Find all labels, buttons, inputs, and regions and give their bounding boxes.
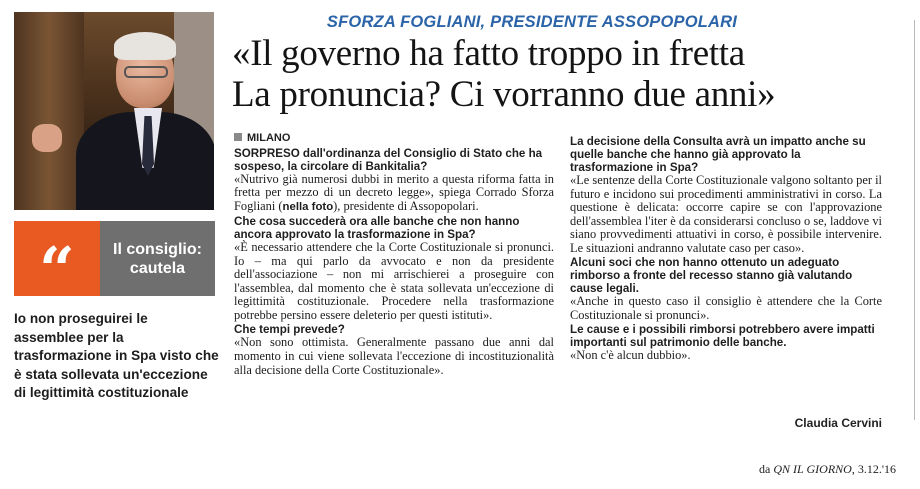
headline-line-2: La pronuncia? Ci vorranno due anni» [232,74,776,115]
photo-hair [114,32,176,60]
kicker: SFORZA FOGLIANI, PRESIDENTE ASSOPOPOLARI [326,13,738,31]
headline-line-1: «Il governo ha fatto troppo in fretta [232,33,745,74]
answer-3: «Non sono ottimista. Generalmente passano due anni dal momento in cui viene sollevata l'eccezione di incostituzionalità alla decisione della Corte Costituzionale». [234,335,554,377]
answer-1-end: ), presidente di Assopopolari. [333,198,479,213]
source-credit [759,462,896,477]
question-6: Le cause e i possibili rimborsi potrebbero avere impatti importanti sul patrimonio delle banche. [570,323,875,350]
question-4: La decisione della Consulta avrà un impatto anche su quelle banche che hanno già approvato la trasformazione in Spa? [570,135,866,174]
source-publication: QN IL GIORNO [773,462,852,476]
photo-hand [32,124,62,152]
callout-label: Il consiglio: cautela [100,221,215,296]
author-byline: Claudia Cervini [794,416,882,430]
dateline [234,132,554,146]
photo-reference: nella foto [282,200,334,213]
answer-1-text: «Nutrivo già numerosi dubbi in merito a questa riforma fatta in fretta per mezzo di un decreto legge», spiega Corrado Sforza Fogliani ( [234,171,554,213]
question-2: Che cosa succederà ora alle banche che non hanno ancora approvato la trasformazione in Spa? [234,215,520,242]
source-date: , 3.12.'16 [851,462,896,476]
question-1: SORPRESO dall'ordinanza del Consiglio di Stato che ha sospeso, la circolare di Bankitalia? [234,146,543,173]
quote-glyph: “ [39,232,75,306]
answer-1 [234,173,554,215]
answer-4: «Le sentenze della Corte Costituzionale valgono soltanto per il futuro e incidono sui procedimenti amministrativi in corso. La questione è delicata: occorre capire se con l'approvazione dell'assemblea l'iter è da considerarsi concluso o se, laddove vi siano provvedimenti attuativi in corso, è possibile intervenire. Le situazioni andranno valutate caso per caso». [570,173,882,255]
callout-box [14,221,215,306]
portrait-photo [14,12,214,210]
answer-6: «Non c'è alcun dubbio». [570,348,691,363]
dateline-city: MILANO [247,132,291,144]
photo-glasses [124,66,168,78]
answer-2: «È necessario attendere che la Corte Costituzionale si pronunci. Io – ma qui parlo da avvocato e non da presidente dell'associazione – non mi arrischierei a proseguire con l'assemblea, dal momento che è stata sollevata un'eccezione di legittimità costituzionale. Procedere nella trasformazione potrebbe persino essere deleterio per questi istituti». [234,240,554,322]
column-1 [234,132,554,377]
answer-5: «Anche in questo caso il consiglio è attendere che la Corte Costituzionale si pronunci». [570,294,882,322]
square-bullet-icon [234,133,242,141]
column-2 [570,134,882,363]
right-edge-rule [914,20,915,420]
question-3: Che tempi prevede? [234,323,345,337]
question-5: Alcuni soci che non hanno ottenuto un adeguato rimborso a fronte del recesso stanno già valutando cause legali. [570,256,853,296]
source-prefix: da [759,462,774,476]
photo-door [14,12,84,210]
quote-mark-icon [14,221,100,306]
headline [232,33,912,115]
pullquote: Io non proseguirei le assemblee per la trasformazione in Spa visto che è stata sollevata un'eccezione di legittimità costituzionale [14,311,219,401]
